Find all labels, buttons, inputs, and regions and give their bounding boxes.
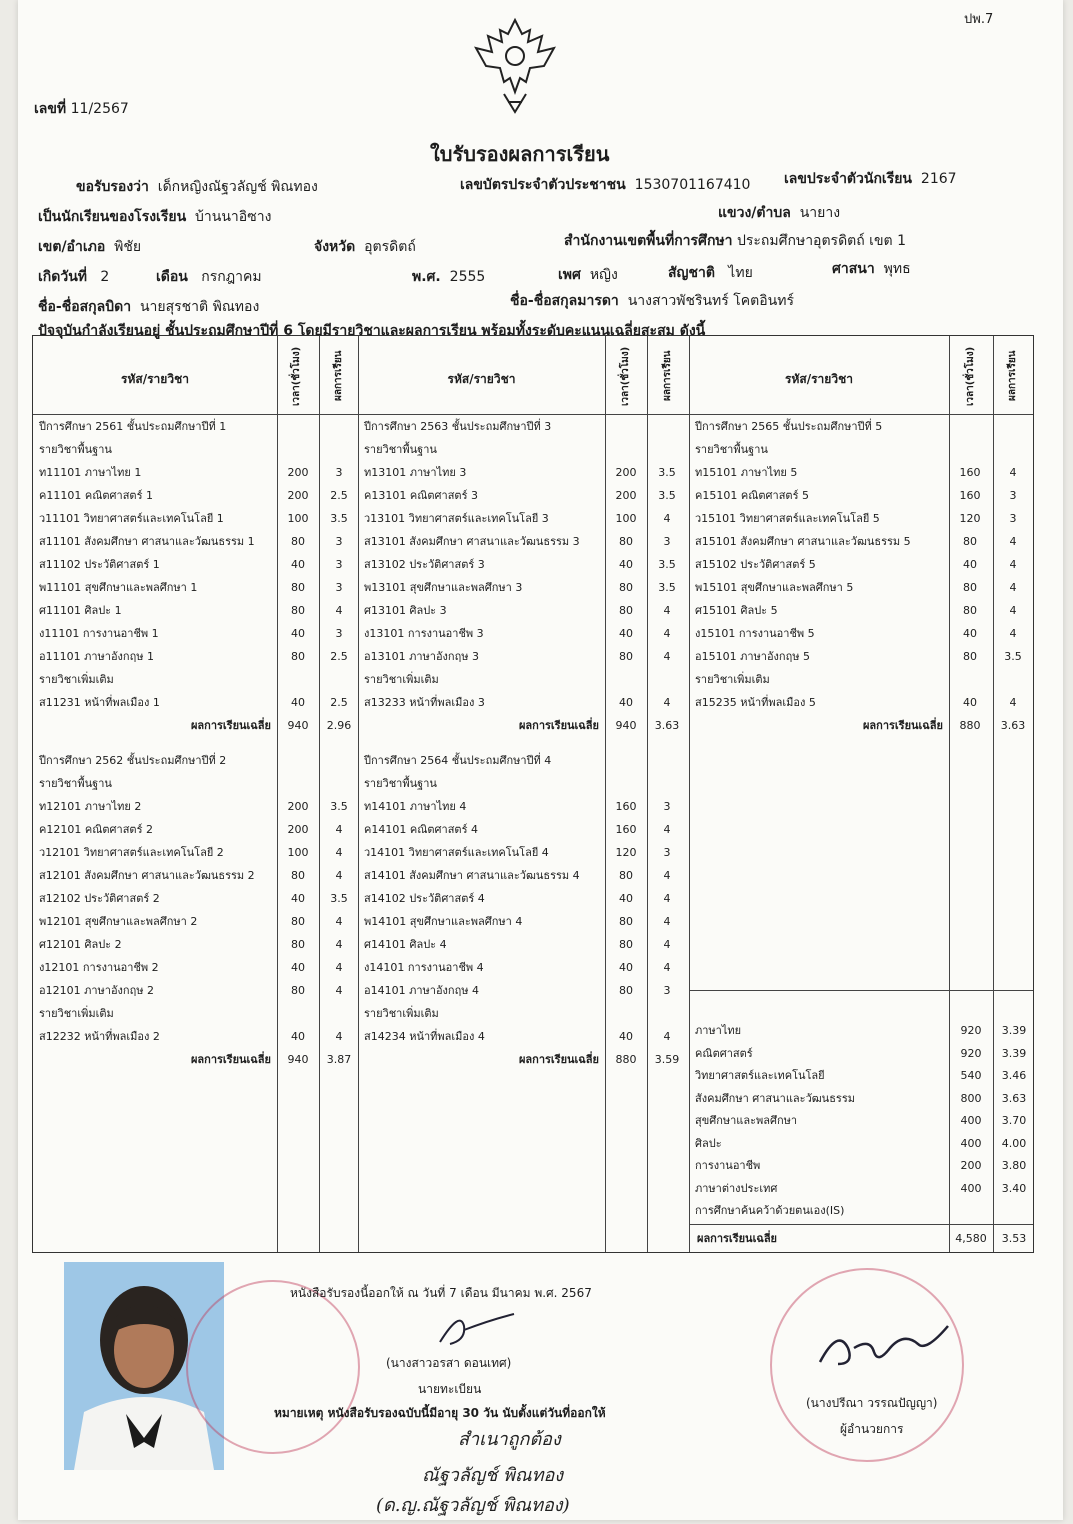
subject-name: ง14101 การงานอาชีพ 4 bbox=[364, 961, 484, 974]
year-title: ปีการศึกษา 2562 ชั้นประถมศึกษาปีที่ 2 bbox=[39, 754, 227, 767]
subject-name: ค14101 คณิตศาสตร์ 4 bbox=[364, 823, 478, 836]
summary-subject: ศิลปะ bbox=[695, 1136, 722, 1150]
current-grade-line: ปัจจุบันกำลังเรียนอยู่ ชั้นประถมศึกษาปีที่ 6 โดยมีรายวิชาและผลการเรียน พร้อมทั้งระดับคะแนนเฉลี่ยสะสม ดังนี้ bbox=[38, 323, 706, 339]
subject-name: พ13101 สุขศึกษาและพลศึกษา 3 bbox=[364, 581, 523, 594]
year-average-label: ผลการเรียนเฉลี่ย bbox=[518, 1053, 599, 1066]
summary-subject: สุขศึกษาและพลศึกษา bbox=[695, 1114, 798, 1127]
year-average-grade: 3.63 bbox=[1000, 719, 1026, 732]
year-average-grade: 3.87 bbox=[326, 1053, 352, 1066]
col-header-hours-3: เวลา(ชั่วโมง) bbox=[965, 346, 976, 406]
subject-hours: 80 bbox=[619, 984, 633, 997]
subject-name: อ15101 ภาษาอังกฤษ 5 bbox=[695, 650, 810, 663]
summary-grade: 3.63 bbox=[1001, 1091, 1027, 1105]
subdistrict-line: แขวง/ตำบล นายาง bbox=[718, 205, 841, 221]
nationality-line: สัญชาติ ไทย bbox=[668, 265, 753, 281]
subject-grade: 4 bbox=[663, 915, 671, 928]
year-title: ปีการศึกษา 2565 ชั้นประถมศึกษาปีที่ 5 bbox=[695, 420, 883, 433]
year-average-hours: 940 bbox=[287, 1053, 309, 1066]
subject-hours: 160 bbox=[615, 800, 637, 813]
summary-grade: 3.80 bbox=[1001, 1159, 1027, 1172]
subject-name: ส15102 ประวัติศาสตร์ 5 bbox=[695, 558, 816, 571]
subject-name: พ12101 สุขศึกษาและพลศึกษา 2 bbox=[39, 915, 198, 928]
subject-grade: 3.5 bbox=[658, 466, 676, 479]
subject-name: อ12101 ภาษาอังกฤษ 2 bbox=[39, 984, 154, 997]
subject-name: ส14102 ประวัติศาสตร์ 4 bbox=[364, 892, 485, 905]
subject-grade: 4 bbox=[1009, 558, 1017, 571]
subject-hours: 80 bbox=[291, 581, 305, 594]
summary-hours: 400 bbox=[960, 1181, 982, 1195]
subject-grade: 4 bbox=[1009, 696, 1017, 709]
subject-name: ง12101 การงานอาชีพ 2 bbox=[39, 961, 159, 974]
subject-name: ท12101 ภาษาไทย 2 bbox=[39, 800, 142, 813]
subject-hours: 200 bbox=[615, 489, 637, 502]
subject-hours: 80 bbox=[291, 650, 305, 663]
subject-name: พ14101 สุขศึกษาและพลศึกษา 4 bbox=[364, 915, 523, 928]
subject-hours: 200 bbox=[287, 466, 309, 479]
subject-hours: 160 bbox=[959, 489, 981, 502]
summary-hours: 200 bbox=[960, 1159, 982, 1172]
total-grade: 3.53 bbox=[1001, 1232, 1027, 1245]
summary-hours: 920 bbox=[960, 1046, 982, 1060]
subject-hours: 80 bbox=[291, 604, 305, 617]
office-line: สำนักงานเขตพื้นที่การศึกษา ประถมศึกษาอุตรดิตถ์ เขต 1 bbox=[564, 233, 906, 249]
subject-name: ง15101 การงานอาชีพ 5 bbox=[695, 627, 815, 640]
subject-hours: 80 bbox=[291, 938, 305, 951]
subject-name: ศ11101 ศิลปะ 1 bbox=[39, 604, 122, 617]
subject-grade: 4 bbox=[663, 604, 671, 617]
page-title: ใบรับรองผลการเรียน bbox=[430, 142, 610, 166]
subject-grade: 4 bbox=[335, 915, 343, 928]
subject-grade: 4 bbox=[663, 512, 671, 525]
subject-hours: 80 bbox=[963, 535, 977, 548]
basic-subjects-label: รายวิชาพื้นฐาน bbox=[39, 443, 112, 456]
subject-name: พ11101 สุขศึกษาและพลศึกษา 1 bbox=[39, 581, 198, 594]
form-number: ปพ.7 bbox=[964, 12, 994, 27]
subject-grade: 2.5 bbox=[330, 650, 348, 663]
subject-grade: 4 bbox=[663, 961, 671, 974]
subject-hours: 80 bbox=[619, 650, 633, 663]
student-sid-line: เลขประจำตัวนักเรียน 2167 bbox=[784, 171, 957, 187]
religion-line: ศาสนา พุทธ bbox=[832, 261, 911, 277]
subject-hours: 40 bbox=[619, 892, 633, 905]
subject-grade: 3.5 bbox=[330, 800, 348, 813]
extra-subjects-label: รายวิชาเพิ่มเติม bbox=[695, 673, 770, 686]
subject-hours: 40 bbox=[963, 627, 977, 640]
subject-grade: 4 bbox=[663, 650, 671, 663]
col-header-subject-2: รหัส/รายวิชา bbox=[447, 372, 516, 386]
subject-hours: 80 bbox=[619, 938, 633, 951]
birth-day-line: เกิดวันที่ 2 bbox=[38, 269, 110, 285]
subject-grade: 4 bbox=[663, 1030, 671, 1043]
subject-grade: 4 bbox=[663, 869, 671, 882]
subject-grade: 4 bbox=[335, 938, 343, 951]
subject-grade: 3 bbox=[663, 846, 671, 859]
subject-name: ท14101 ภาษาไทย 4 bbox=[364, 800, 467, 813]
registrar-title: นายทะเบียน bbox=[418, 1382, 482, 1396]
subject-hours: 80 bbox=[291, 915, 305, 928]
subject-hours: 80 bbox=[963, 604, 977, 617]
subject-grade: 3.5 bbox=[330, 892, 348, 905]
subject-name: ส12102 ประวัติศาสตร์ 2 bbox=[39, 892, 160, 905]
subject-name: ส12232 หน้าที่พลเมือง 2 bbox=[39, 1030, 160, 1043]
subject-grade: 4 bbox=[663, 938, 671, 951]
issue-date: หนังสือรับรองนี้ออกให้ ณ วันที่ 7 เดือน มีนาคม พ.ศ. 2567 bbox=[290, 1286, 592, 1300]
handwritten-certified-copy: สำเนาถูกต้อง bbox=[458, 1429, 561, 1450]
subject-hours: 200 bbox=[287, 800, 309, 813]
subject-name: ค12101 คณิตศาสตร์ 2 bbox=[39, 823, 153, 836]
mother-line: ชื่อ-ชื่อสกุลมารดา นางสาวพัชรินทร์ โคตอินทร์ bbox=[510, 293, 794, 309]
subject-hours: 40 bbox=[291, 1030, 305, 1043]
subject-name: ง11101 การงานอาชีพ 1 bbox=[39, 627, 159, 640]
total-hours: 4,580 bbox=[955, 1232, 987, 1245]
subject-name: ค13101 คณิตศาสตร์ 3 bbox=[364, 489, 478, 502]
subject-hours: 120 bbox=[959, 512, 981, 525]
subject-hours: 100 bbox=[287, 512, 309, 525]
subject-grade: 3.5 bbox=[658, 581, 676, 594]
year-average-hours: 880 bbox=[959, 719, 981, 732]
subject-hours: 40 bbox=[619, 961, 633, 974]
province-line: จังหวัด อุตรดิตถ์ bbox=[314, 239, 416, 255]
basic-subjects-label: รายวิชาพื้นฐาน bbox=[364, 443, 437, 456]
student-id-line: เลขบัตรประจำตัวประชาชน 1530701167410 bbox=[460, 177, 751, 193]
subject-hours: 40 bbox=[619, 1030, 633, 1043]
subject-grade: 4 bbox=[335, 961, 343, 974]
subject-hours: 200 bbox=[615, 466, 637, 479]
subject-name: ท15101 ภาษาไทย 5 bbox=[695, 466, 798, 479]
subject-hours: 120 bbox=[615, 846, 637, 859]
subject-grade: 2.5 bbox=[330, 696, 348, 709]
grade-table bbox=[32, 335, 1034, 1253]
col-header-subject-3: รหัส/รายวิชา bbox=[785, 372, 853, 386]
subject-grade: 3.5 bbox=[1004, 650, 1022, 663]
subject-name: ค11101 คณิตศาสตร์ 1 bbox=[39, 489, 153, 502]
subject-name: ส12101 สังคมศึกษา ศาสนาและวัฒนธรรม 2 bbox=[39, 869, 255, 882]
subject-hours: 40 bbox=[291, 892, 305, 905]
director-name: (นางปรีณา วรรณปัญญา) bbox=[806, 1396, 938, 1410]
subject-grade: 3 bbox=[335, 558, 343, 571]
subject-grade: 3.5 bbox=[330, 512, 348, 525]
subject-name: ศ12101 ศิลปะ 2 bbox=[39, 938, 122, 951]
subject-hours: 40 bbox=[619, 627, 633, 640]
year-title: ปีการศึกษา 2563 ชั้นประถมศึกษาปีที่ 3 bbox=[364, 420, 552, 433]
subject-hours: 200 bbox=[287, 823, 309, 836]
registrar-signature bbox=[430, 1306, 520, 1350]
garuda-emblem bbox=[470, 12, 560, 122]
school-line: เป็นนักเรียนของโรงเรียน บ้านนาอิซาง bbox=[38, 209, 272, 225]
subject-grade: 4 bbox=[335, 984, 343, 997]
subject-name: ศ13101 ศิลปะ 3 bbox=[364, 604, 447, 617]
subject-hours: 80 bbox=[291, 984, 305, 997]
total-average-label: ผลการเรียนเฉลี่ย bbox=[697, 1232, 778, 1245]
subject-grade: 4 bbox=[335, 823, 343, 836]
subject-name: อ13101 ภาษาอังกฤษ 3 bbox=[364, 650, 479, 663]
summary-subject: การศึกษาค้นคว้าด้วยตนเอง(IS) bbox=[695, 1204, 845, 1217]
subject-name: ศ14101 ศิลปะ 4 bbox=[364, 938, 447, 951]
subject-grade: 3 bbox=[663, 800, 671, 813]
summary-hours: 800 bbox=[960, 1091, 982, 1105]
subject-name: ส14234 หน้าที่พลเมือง 4 bbox=[364, 1030, 485, 1043]
extra-subjects-label: รายวิชาเพิ่มเติม bbox=[364, 1007, 439, 1020]
subject-grade: 4 bbox=[663, 823, 671, 836]
summary-hours: 400 bbox=[960, 1136, 982, 1150]
summary-subject: การงานอาชีพ bbox=[695, 1159, 761, 1172]
year-title: ปีการศึกษา 2561 ชั้นประถมศึกษาปีที่ 1 bbox=[39, 420, 227, 433]
subject-grade: 3 bbox=[335, 627, 343, 640]
subject-hours: 100 bbox=[287, 846, 309, 859]
subject-hours: 40 bbox=[963, 558, 977, 571]
subject-grade: 4 bbox=[335, 846, 343, 859]
subject-grade: 3 bbox=[663, 984, 671, 997]
col-header-grade-1: ผลการเรียน bbox=[333, 350, 344, 402]
subject-grade: 3 bbox=[335, 535, 343, 548]
subject-grade: 4 bbox=[663, 892, 671, 905]
subject-name: อ14101 ภาษาอังกฤษ 4 bbox=[364, 984, 479, 997]
subject-hours: 80 bbox=[619, 869, 633, 882]
subject-name: ศ15101 ศิลปะ 5 bbox=[695, 604, 778, 617]
subject-hours: 200 bbox=[287, 489, 309, 502]
summary-subject: สังคมศึกษา ศาสนาและวัฒนธรรม bbox=[695, 1091, 855, 1105]
subject-name: พ15101 สุขศึกษาและพลศึกษา 5 bbox=[695, 581, 854, 594]
subject-name: ส11102 ประวัติศาสตร์ 1 bbox=[39, 558, 160, 571]
year-average-grade: 3.63 bbox=[654, 719, 680, 732]
year-title: ปีการศึกษา 2564 ชั้นประถมศึกษาปีที่ 4 bbox=[364, 754, 552, 767]
col-header-subject-1: รหัส/รายวิชา bbox=[121, 372, 189, 386]
subject-name: ท13101 ภาษาไทย 3 bbox=[364, 466, 467, 479]
subject-grade: 3 bbox=[335, 466, 343, 479]
subject-grade: 4 bbox=[1009, 627, 1017, 640]
basic-subjects-label: รายวิชาพื้นฐาน bbox=[39, 777, 112, 790]
subject-hours: 80 bbox=[619, 915, 633, 928]
subject-hours: 80 bbox=[619, 581, 633, 594]
subject-grade: 4 bbox=[335, 869, 343, 882]
summary-subject: คณิตศาสตร์ bbox=[695, 1046, 753, 1060]
subject-name: ส11101 สังคมศึกษา ศาสนาและวัฒนธรรม 1 bbox=[39, 535, 255, 548]
subject-grade: 3 bbox=[663, 535, 671, 548]
handwritten-signature-name: ณัฐวลัญช์ พิณทอง bbox=[422, 1465, 564, 1486]
summary-grade: 3.40 bbox=[1001, 1181, 1027, 1195]
summary-subject: ภาษาต่างประเทศ bbox=[695, 1181, 778, 1195]
subject-name: ว15101 วิทยาศาสตร์และเทคโนโลยี 5 bbox=[695, 512, 880, 525]
subject-hours: 80 bbox=[963, 581, 977, 594]
subject-name: ว12101 วิทยาศาสตร์และเทคโนโลยี 2 bbox=[39, 846, 224, 859]
extra-subjects-label: รายวิชาเพิ่มเติม bbox=[364, 673, 439, 686]
subject-grade: 4 bbox=[335, 604, 343, 617]
subject-grade: 4 bbox=[1009, 466, 1017, 479]
basic-subjects-label: รายวิชาพื้นฐาน bbox=[364, 777, 437, 790]
subject-name: ส13101 สังคมศึกษา ศาสนาและวัฒนธรรม 3 bbox=[364, 535, 580, 548]
subject-name: ท11101 ภาษาไทย 1 bbox=[39, 466, 142, 479]
subject-name: ง13101 การงานอาชีพ 3 bbox=[364, 627, 484, 640]
year-average-grade: 3.59 bbox=[654, 1053, 680, 1066]
col-header-hours-2: เวลา(ชั่วโมง) bbox=[620, 346, 631, 406]
subject-grade: 4 bbox=[663, 696, 671, 709]
subject-grade: 4 bbox=[663, 627, 671, 640]
subject-grade: 3 bbox=[1009, 489, 1017, 502]
sex-line: เพศ หญิง bbox=[558, 267, 618, 283]
summary-grade: 4.00 bbox=[1001, 1136, 1027, 1150]
summary-hours: 540 bbox=[960, 1069, 982, 1082]
col-header-hours-1: เวลา(ชั่วโมง) bbox=[291, 346, 302, 406]
extra-subjects-label: รายวิชาเพิ่มเติม bbox=[39, 673, 114, 686]
subject-hours: 40 bbox=[619, 558, 633, 571]
certificate-sheet bbox=[18, 0, 1063, 1520]
year-average-label: ผลการเรียนเฉลี่ย bbox=[862, 719, 943, 732]
subject-name: ว13101 วิทยาศาสตร์และเทคโนโลยี 3 bbox=[364, 512, 549, 525]
year-average-label: ผลการเรียนเฉลี่ย bbox=[190, 719, 271, 732]
subject-name: ว14101 วิทยาศาสตร์และเทคโนโลยี 4 bbox=[364, 846, 549, 859]
subject-hours: 40 bbox=[291, 961, 305, 974]
subject-hours: 160 bbox=[615, 823, 637, 836]
summary-hours: 920 bbox=[960, 1024, 982, 1037]
summary-grade: 3.46 bbox=[1001, 1069, 1027, 1082]
subject-grade: 2.5 bbox=[330, 489, 348, 502]
subject-hours: 40 bbox=[963, 696, 977, 709]
summary-grade: 3.70 bbox=[1001, 1114, 1027, 1127]
validity-note: หมายเหตุ หนังสือรับรองฉบับนี้มีอายุ 30 วัน นับตั้งแต่วันที่ออกให้ bbox=[274, 1406, 606, 1420]
basic-subjects-label: รายวิชาพื้นฐาน bbox=[695, 443, 768, 456]
summary-subject: วิทยาศาสตร์และเทคโนโลยี bbox=[695, 1069, 825, 1082]
subject-grade: 3 bbox=[1009, 512, 1017, 525]
school-seal-left bbox=[186, 1280, 360, 1454]
handwritten-full-name: (ด.ญ.ณัฐวลัญช์ พิณทอง) bbox=[376, 1495, 570, 1516]
year-average-label: ผลการเรียนเฉลี่ย bbox=[518, 719, 599, 732]
year-average-grade: 2.96 bbox=[326, 719, 352, 732]
birth-month-line: เดือน กรกฎาคม bbox=[156, 269, 262, 285]
subject-grade: 3.5 bbox=[658, 558, 676, 571]
col-header-grade-2: ผลการเรียน bbox=[662, 350, 673, 402]
subject-name: ค15101 คณิตศาสตร์ 5 bbox=[695, 489, 809, 502]
year-average-hours: 940 bbox=[615, 719, 637, 732]
summary-grade: 3.39 bbox=[1001, 1024, 1027, 1037]
director-signature bbox=[814, 1318, 954, 1374]
subject-hours: 80 bbox=[963, 650, 977, 663]
subject-hours: 80 bbox=[291, 535, 305, 548]
subject-grade: 3.5 bbox=[658, 489, 676, 502]
doc-number: เลขที่ 11/2567 bbox=[34, 101, 129, 117]
director-title: ผู้อำนวยการ bbox=[840, 1422, 904, 1436]
subject-name: ส13233 หน้าที่พลเมือง 3 bbox=[364, 696, 485, 709]
subject-name: ส15235 หน้าที่พลเมือง 5 bbox=[695, 696, 816, 709]
birth-year-line: พ.ศ. 2555 bbox=[412, 269, 486, 285]
subject-hours: 160 bbox=[959, 466, 981, 479]
father-line: ชื่อ-ชื่อสกุลบิดา นายสุรชาติ พิณทอง bbox=[38, 299, 260, 315]
subject-grade: 4 bbox=[1009, 604, 1017, 617]
subject-hours: 40 bbox=[619, 696, 633, 709]
subject-name: อ11101 ภาษาอังกฤษ 1 bbox=[39, 650, 154, 663]
year-average-hours: 940 bbox=[287, 719, 309, 732]
subject-hours: 40 bbox=[291, 627, 305, 640]
subject-name: ส13102 ประวัติศาสตร์ 3 bbox=[364, 558, 485, 571]
subject-grade: 4 bbox=[1009, 581, 1017, 594]
summary-subject: ภาษาไทย bbox=[695, 1024, 742, 1037]
district-line: เขต/อำเภอ พิชัย bbox=[38, 239, 142, 255]
subject-name: ส11231 หน้าที่พลเมือง 1 bbox=[39, 696, 160, 709]
extra-subjects-label: รายวิชาเพิ่มเติม bbox=[39, 1007, 114, 1020]
subject-grade: 4 bbox=[335, 1030, 343, 1043]
year-average-label: ผลการเรียนเฉลี่ย bbox=[190, 1053, 271, 1066]
summary-grade: 3.39 bbox=[1001, 1046, 1027, 1060]
subject-name: ว11101 วิทยาศาสตร์และเทคโนโลยี 1 bbox=[39, 512, 224, 525]
subject-grade: 3 bbox=[335, 581, 343, 594]
subject-hours: 100 bbox=[615, 512, 637, 525]
subject-hours: 40 bbox=[291, 696, 305, 709]
subject-name: ส15101 สังคมศึกษา ศาสนาและวัฒนธรรม 5 bbox=[695, 535, 911, 548]
subject-hours: 80 bbox=[291, 869, 305, 882]
year-average-hours: 880 bbox=[615, 1053, 637, 1066]
subject-hours: 40 bbox=[291, 558, 305, 571]
subject-hours: 80 bbox=[619, 535, 633, 548]
summary-hours: 400 bbox=[960, 1114, 982, 1127]
registrar-name: (นางสาวอรสา ดอนเทศ) bbox=[386, 1356, 512, 1370]
subject-name: ส14101 สังคมศึกษา ศาสนาและวัฒนธรรม 4 bbox=[364, 869, 580, 882]
subject-grade: 4 bbox=[1009, 535, 1017, 548]
student-name-line: ขอรับรองว่า เด็กหญิงณัฐวลัญช์ พิณทอง bbox=[76, 179, 318, 195]
subject-hours: 80 bbox=[619, 604, 633, 617]
col-header-grade-3: ผลการเรียน bbox=[1007, 350, 1018, 402]
